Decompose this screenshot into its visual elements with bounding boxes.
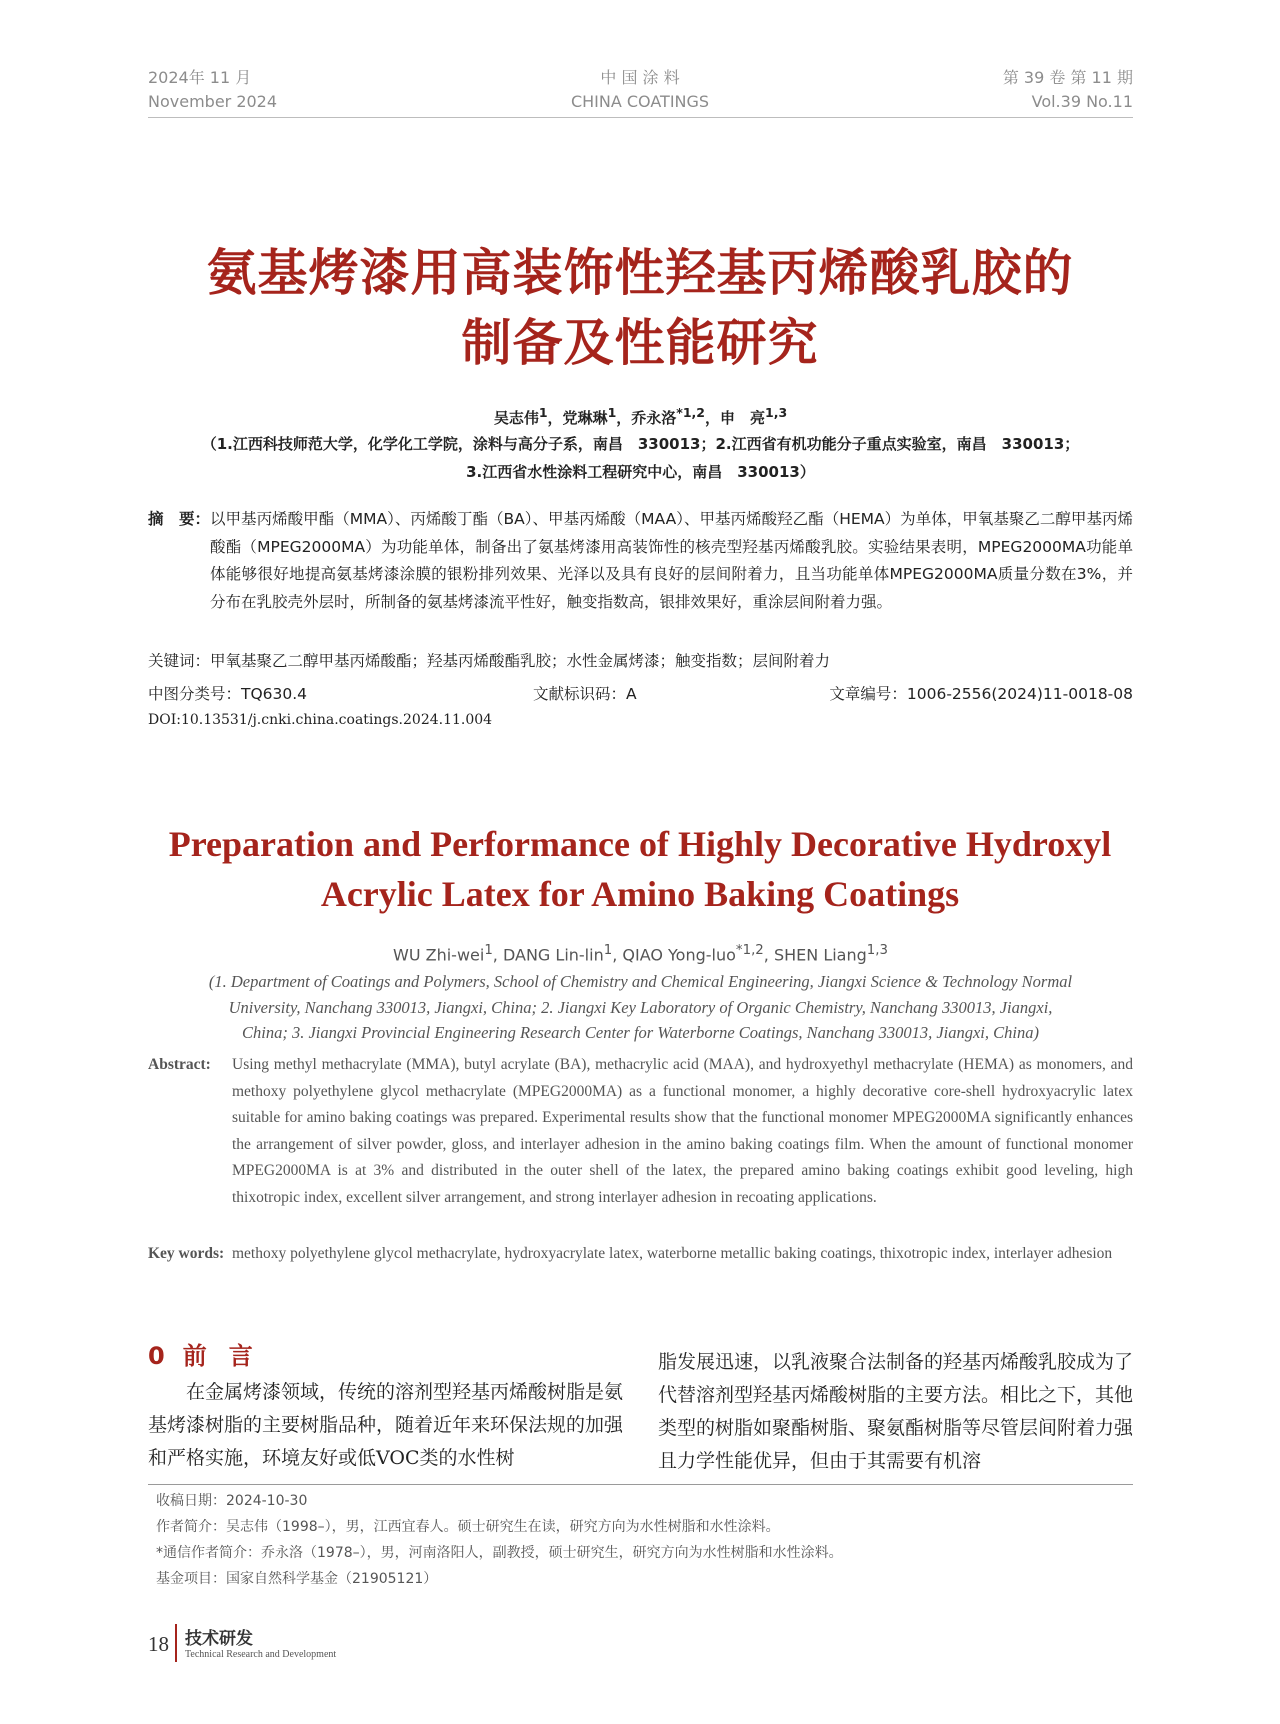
footnote-divider — [148, 1484, 1133, 1485]
en-title-line1: Preparation and Performance of Highly Decorative Hydroxyl — [168, 824, 1112, 864]
en-author-sup: 1 — [603, 943, 613, 958]
cn-author: 申 亮 — [720, 409, 766, 427]
cn-abstract-text: 以甲基丙烯酸甲酯（MMA）、丙烯酸丁酯（BA）、甲基丙烯酸（MAA）、甲基丙烯酸羟乙酯（HEMA）为单体，甲氧基聚乙二醇甲基丙烯酸酯（MPEG2000MA）为功能单体，制备出了氨基烤漆用高装饰性的核壳型羟基丙烯酸乳胶。实验结果表明，MPEG2000MA功能单体能够很好地提高氨基烤漆涂膜的银粉排列效果、光泽以及具有良好的层间附着力，且当功能单体MPEG2000MA质量分数在3%，并分布在乳胶壳外层时，所制备的氨基烤漆流平性好，触变指数高，银排效果好，重涂层间附着力强。 — [210, 510, 1133, 611]
section-heading — [148, 1336, 275, 1371]
cn-affiliation-line2: 3.江西省水性涂料工程研究中心，南昌 330013） — [466, 463, 815, 481]
footnote-fund: 基金项目：国家自然科学基金（21905121） — [156, 1571, 438, 1587]
en-author-sup: *1,2 — [735, 943, 764, 958]
page-section-cn: 技术研发 — [185, 1629, 253, 1649]
header-journal-en: CHINA COATINGS — [570, 92, 710, 111]
header-divider — [148, 117, 1133, 118]
en-abstract-label: Abstract: — [148, 1056, 211, 1073]
page-section-en: Technical Research and Development — [185, 1649, 337, 1660]
en-author-sup: 1,3 — [866, 943, 888, 958]
header-journal — [540, 66, 740, 114]
header-volume-cn: 第 39 卷 第 11 期 — [1002, 68, 1133, 87]
intro-right-text: 脂发展迅速，以乳液聚合法制备的羟基丙烯酸乳胶成为了代替溶剂型羟基丙烯酸树脂的主要方法。相比之下，其他类型的树脂如聚酯树脂、聚氨酯树脂等尽管层间附着力强且力学性能优异，但由于其需要有机溶 — [658, 1351, 1134, 1472]
en-author-sup: 1 — [484, 943, 493, 958]
article-number: 文章编号：1006-2556(2024)11-0018-08 — [829, 685, 1133, 703]
en-author: DANG Lin-lin — [502, 945, 604, 965]
en-keywords-text: methoxy polyethylene glycol methacrylate, hydroxyacrylate latex, waterborne metallic baking coatings, thixotropic index, interlayer adhesion — [232, 1245, 1113, 1262]
intro-right-column — [658, 1346, 1133, 1478]
cn-author-sup: 1 — [538, 405, 548, 420]
cn-author: 吴志伟 — [493, 409, 539, 427]
header-volume-en: Vol.39 No.11 — [1031, 92, 1133, 111]
cn-title-line2: 制备及性能研究 — [461, 314, 819, 372]
cn-keywords-label: 关键词： — [148, 652, 211, 670]
cn-author-sup: *1,2 — [676, 405, 705, 420]
cn-author: 党琳琳 — [562, 409, 608, 427]
header-journal-cn: 中 国 涂 料 — [600, 68, 680, 87]
cn-title-line1: 氨基烤漆用高装饰性羟基丙烯酸乳胶的 — [206, 244, 1074, 302]
header-date-en: November 2024 — [148, 92, 278, 111]
en-affiliation-line2: University, Nanchang 330013, Jiangxi, China; 2. Jiangxi Key Laboratory of Organic Chemistry, Nanchang 330013, Jiangxi, — [228, 997, 1053, 1017]
cn-authors: 吴志伟$^1$，党琳琳$^1$，乔永洛$^{*1,2}$，申 亮$^{1,3}$ — [493, 405, 788, 427]
en-title-line2: Acrylic Latex for Amino Baking Coatings — [320, 874, 960, 914]
en-author: SHEN Liang — [773, 945, 867, 965]
en-keywords — [148, 1241, 1133, 1268]
en-abstract — [148, 1052, 1133, 1211]
footnote-corresponding: *通信作者简介：乔永洛（1978–），男，河南洛阳人，副教授，硕士研究生，研究方向为水性树脂和水性涂料。 — [156, 1545, 843, 1561]
header-volume — [933, 66, 1133, 114]
en-affiliations — [148, 969, 1133, 1046]
cn-author-sup: 1 — [607, 405, 617, 420]
en-authors: WU Zhi-wei$^1$, DANG Lin-lin$^1$, QIAO Yong-luo$^{*1,2}$, SHEN Liang$^{1,3}$ — [393, 943, 888, 965]
page-footer-bar — [175, 1624, 177, 1662]
page-number: 18 — [148, 1632, 169, 1656]
cn-affiliations — [148, 430, 1133, 486]
en-abstract-text: Using methyl methacrylate (MMA), butyl acrylate (BA), methacrylic acid (MAA), and hydroxyethyl methacrylate (HEMA) as monomers, and methoxy polyethylene glycol methacrylate (MPEG2000MA) as a functional monomer, a highly decorative core-shell hydroxyacrylic latex suitable for amino baking coatings was prepared. Experimental results show that the functional monomer MPEG2000MA significantly enhances the arrangement of silver powder, gloss, and interlayer adhesion in the amino baking coatings film. When the amount of functional monomer MPEG2000MA is at 3% and distributed in the outer shell of the latex, the prepared amino baking coatings exhibit good leveling, high thixotropic index, excellent silver arrangement, and strong interlayer adhesion in recoating applications. — [232, 1056, 1133, 1206]
cn-abstract — [148, 506, 1133, 616]
en-author: WU Zhi-wei — [393, 945, 485, 965]
cn-author: 乔永洛 — [631, 409, 677, 427]
cn-affiliation-line1: （1.江西科技师范大学，化学化工学院，涂料与高分子系，南昌 330013；2.江西省有机功能分子重点实验室，南昌 330013； — [201, 435, 1080, 453]
header-date-cn: 2024年 11 月 — [148, 68, 252, 87]
doi: DOI:10.13531/j.cnki.china.coatings.2024.11.004 — [148, 712, 493, 728]
cn-author-sup: 1,3 — [765, 405, 788, 420]
cn-abstract-label: 摘 要： — [148, 510, 211, 528]
en-author: QIAO Yong-luo — [622, 945, 736, 965]
en-affiliation-line3: China; 3. Jiangxi Provincial Engineering Research Center for Waterborne Coatings, Nanchang 330013, Jiangxi, China) — [242, 1023, 1039, 1042]
intro-left-column — [148, 1376, 623, 1475]
footnote-author-bio: 作者简介：吴志伟（1998–），男，江西宜春人。硕士研究生在读，研究方向为水性树脂和水性涂料。 — [156, 1519, 780, 1535]
cn-keywords-text: 甲氧基聚乙二醇甲基丙烯酸酯；羟基丙烯酸酯乳胶；水性金属烤漆；触变指数；层间附着力 — [210, 652, 831, 670]
clc-number: 中图分类号：TQ630.4 — [148, 685, 308, 703]
en-keywords-label: Key words: — [148, 1245, 225, 1262]
intro-left-text: 在金属烤漆领域，传统的溶剂型羟基丙烯酸树脂是氨基烤漆树脂的主要树脂品种，随着近年来环保法规的加强和严格实施，环境友好或低VOC类的水性树 — [148, 1381, 624, 1469]
footnote-received: 收稿日期：2024-10-30 — [156, 1493, 308, 1509]
section-title: 前言 — [182, 1342, 275, 1370]
header-date — [148, 66, 277, 114]
cn-keywords — [148, 648, 1133, 674]
section-number: 0 — [148, 1342, 165, 1370]
document-code: 文献标识码：A — [533, 685, 637, 703]
en-affiliation-line1: (1. Department of Coatings and Polymers, School of Chemistry and Chemical Engineering, Jiangxi Science & Technology Normal — [208, 972, 1073, 991]
